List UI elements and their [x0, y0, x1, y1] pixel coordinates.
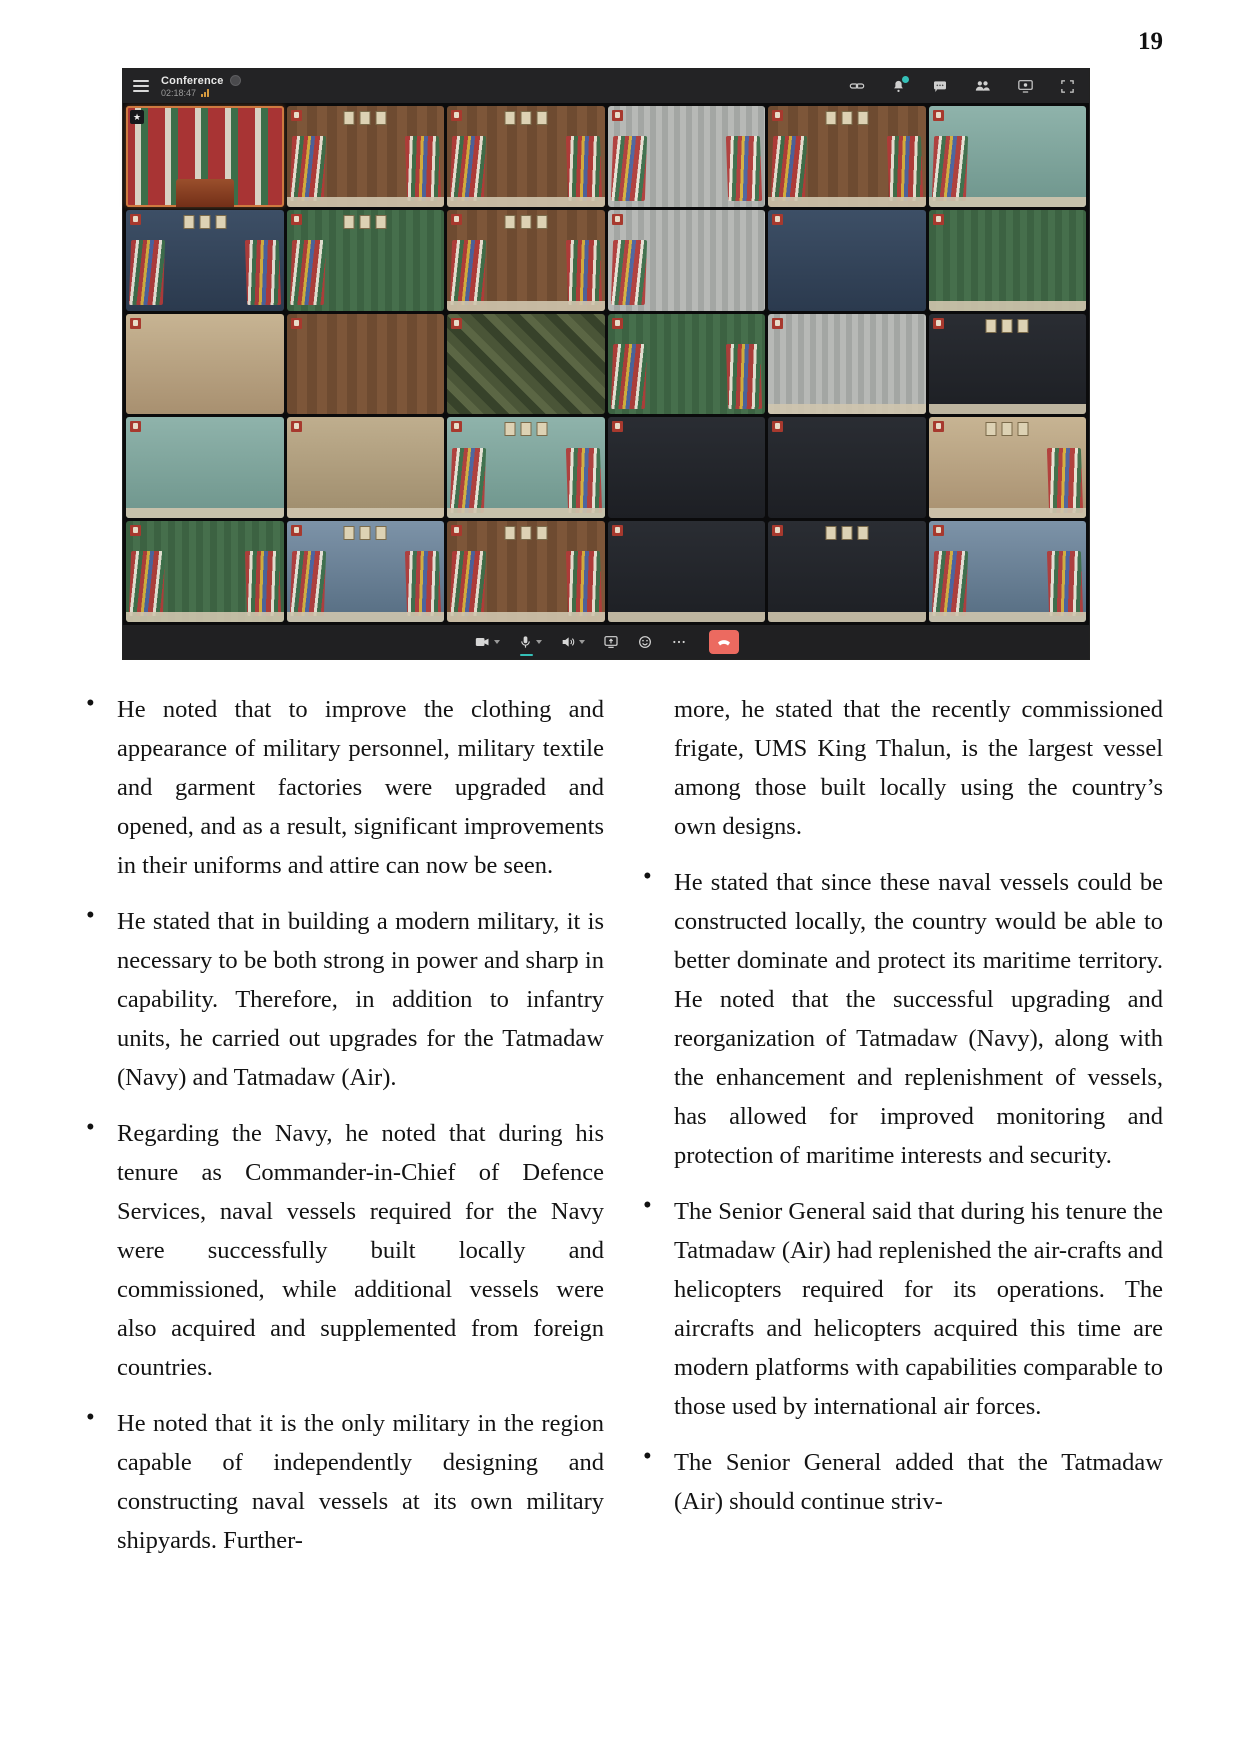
desk	[768, 404, 926, 414]
participant-badge-icon	[291, 110, 302, 121]
desk	[126, 508, 284, 518]
bullet-item	[80, 690, 604, 885]
participant-badge-icon	[612, 421, 623, 432]
portrait-frames	[825, 526, 868, 540]
flags-decoration	[129, 240, 165, 305]
caret-icon	[494, 640, 500, 644]
video-tile-1[interactable]	[126, 106, 284, 207]
video-tile-3[interactable]	[447, 106, 605, 207]
video-tile-25[interactable]	[126, 521, 284, 622]
flags-decoration	[289, 551, 325, 616]
left-text-column	[80, 690, 604, 1577]
flags-decoration	[565, 448, 601, 513]
notification-dot	[902, 76, 909, 83]
flags-decoration	[244, 551, 280, 616]
desk	[287, 508, 445, 518]
flags-decoration	[931, 551, 967, 616]
participant-badge-icon	[130, 318, 141, 329]
participant-badge-icon	[933, 525, 944, 536]
participant-badge-icon	[933, 110, 944, 121]
participant-badge-icon	[772, 110, 783, 121]
conference-timer: 02:18:47	[161, 87, 197, 98]
participant-badge-icon	[612, 318, 623, 329]
portrait-frames	[344, 215, 387, 229]
participant-badge-icon	[291, 421, 302, 432]
portrait-frames	[344, 526, 387, 540]
paragraph-text: more, he stated that the recently commissioned frigate, UMS King Thalun, is the largest vessel among those built locally using the country’s own designs.	[674, 696, 1163, 840]
flags-decoration	[450, 136, 486, 201]
desk	[768, 612, 926, 622]
hangup-button[interactable]	[709, 630, 739, 654]
participant-badge-icon	[612, 214, 623, 225]
flags-decoration	[450, 551, 486, 616]
video-tile-29[interactable]	[768, 521, 926, 622]
participants-icon[interactable]	[974, 78, 991, 94]
video-tile-24[interactable]	[929, 417, 1087, 518]
participant-badge-icon	[772, 318, 783, 329]
video-tile-23[interactable]	[768, 417, 926, 518]
bullet-text: • The Senior General added that the Tatmadaw (Air) should continue striv-	[674, 1449, 1163, 1515]
mic-active-indicator	[520, 654, 533, 656]
bullet-text: • He stated that in building a modern military, it is necessary to be both strong in power and sharp in capability. Therefore, in addition to infantry units, he carried out upgrades for the Tatmadaw (Navy) and Tatmadaw (Air).	[117, 908, 604, 1091]
bell-icon[interactable]	[891, 79, 906, 94]
podium	[176, 179, 234, 207]
video-tile-21[interactable]	[447, 417, 605, 518]
video-tile-2[interactable]	[287, 106, 445, 207]
portrait-frames	[825, 111, 868, 125]
participant-badge-icon	[451, 318, 462, 329]
desk	[447, 301, 605, 311]
flags-decoration	[289, 240, 325, 305]
bullet-item	[637, 863, 1163, 1175]
flags-decoration	[931, 136, 967, 201]
participant-badge-icon	[451, 525, 462, 536]
camera-icon[interactable]	[474, 634, 500, 650]
conference-toolbar	[123, 625, 1089, 659]
video-tile-6[interactable]	[929, 106, 1087, 207]
desk	[447, 508, 605, 518]
video-tile-20[interactable]	[287, 417, 445, 518]
desk	[608, 612, 766, 622]
video-tile-28[interactable]	[608, 521, 766, 622]
present-icon[interactable]	[603, 634, 619, 650]
flags-decoration	[1047, 551, 1083, 616]
flags-decoration	[771, 136, 807, 201]
video-tile-13[interactable]	[126, 314, 284, 415]
flags-decoration	[610, 240, 646, 305]
video-tile-15[interactable]	[447, 314, 605, 415]
desk	[929, 508, 1087, 518]
flags-decoration	[1047, 448, 1083, 513]
bullet-item	[80, 1114, 604, 1387]
conference-title: Conference	[161, 74, 224, 87]
video-grid	[123, 103, 1089, 625]
bullet-item	[637, 1192, 1163, 1426]
bullet-text: • Regarding the Navy, he noted that during his tenure as Commander-in-Chief of Defence Services, naval vessels required for the Navy were successfully built locally and commissioned, while additional vessels were also acquired and supplemented from foreign countries.	[117, 1120, 604, 1381]
portrait-frames	[183, 215, 226, 229]
participant-badge-icon	[451, 110, 462, 121]
reactions-icon[interactable]	[637, 634, 653, 650]
video-tile-16[interactable]	[608, 314, 766, 415]
participant-badge-icon	[612, 525, 623, 536]
participant-badge-icon	[291, 214, 302, 225]
flags-decoration	[886, 136, 922, 201]
page-number: 19	[1138, 28, 1163, 55]
video-tile-8[interactable]	[287, 210, 445, 311]
video-tile-5[interactable]	[768, 106, 926, 207]
participant-badge-icon	[130, 525, 141, 536]
video-tile-11[interactable]	[768, 210, 926, 311]
participant-badge-icon	[933, 214, 944, 225]
video-tile-9[interactable]	[447, 210, 605, 311]
video-tile-12[interactable]	[929, 210, 1087, 311]
fullscreen-icon[interactable]	[1060, 79, 1075, 94]
desk	[929, 404, 1087, 414]
flags-decoration	[450, 240, 486, 305]
desk	[768, 197, 926, 207]
video-tile-7[interactable]	[126, 210, 284, 311]
desk	[287, 612, 445, 622]
flags-decoration	[405, 136, 441, 201]
bullet-text: • The Senior General said that during his tenure the Tatmadaw (Air) had replenished the air-crafts and helicopters required for its operations. The aircrafts and helicopters acquired this time are modern platforms with capabilities comparable to those used by international air forces.	[674, 1198, 1163, 1420]
signal-bars-icon	[201, 89, 209, 97]
flags-decoration	[289, 136, 325, 201]
continuation-paragraph	[637, 690, 1163, 846]
chat-icon[interactable]	[932, 78, 948, 94]
video-tile-14[interactable]	[287, 314, 445, 415]
star-icon	[130, 110, 144, 124]
portrait-frames	[504, 111, 547, 125]
portrait-frames	[986, 319, 1029, 333]
desk	[287, 197, 445, 207]
portrait-frames	[504, 526, 547, 540]
participant-badge-icon	[933, 421, 944, 432]
flags-decoration	[405, 551, 441, 616]
flags-decoration	[565, 240, 601, 305]
video-tile-30[interactable]	[929, 521, 1087, 622]
info-badge	[230, 75, 241, 86]
desk	[126, 612, 284, 622]
desk	[447, 612, 605, 622]
participant-badge-icon	[772, 525, 783, 536]
video-tile-27[interactable]	[447, 521, 605, 622]
desk	[929, 301, 1087, 311]
participant-badge-icon	[612, 110, 623, 121]
bullet-text: • He noted that to improve the clothing and appearance of military personnel, military textile and garment factories were upgraded and opened, and as a result, significant improvements in their uniforms and attire can now be seen.	[117, 696, 604, 879]
flags-decoration	[610, 344, 646, 409]
screen-share-icon[interactable]	[1017, 78, 1034, 94]
flags-decoration	[726, 136, 762, 201]
participant-badge-icon	[451, 421, 462, 432]
caret-icon	[579, 640, 585, 644]
speaker-icon[interactable]	[560, 634, 585, 650]
bullet-text: • He stated that since these naval vessels could be constructed locally, the country would be able to better dominate and protect its maritime territory. He noted that the successful upgrading and reorganization of Tatmadaw (Navy), along with the enhancement and replenishment of vessels, has allowed for improved monitoring and protection of maritime interests and security.	[674, 869, 1163, 1169]
video-tile-26[interactable]	[287, 521, 445, 622]
participant-badge-icon	[772, 421, 783, 432]
link-icon[interactable]	[849, 78, 865, 94]
bullet-item	[80, 902, 604, 1097]
bullet-text: • He noted that it is the only military in the region capable of independently designing and constructing naval vessels at its own military shipyards. Further-	[117, 1410, 604, 1554]
video-tile-22[interactable]	[608, 417, 766, 518]
bullet-item	[637, 1443, 1163, 1521]
conference-screenshot	[122, 68, 1090, 660]
flags-decoration	[610, 136, 646, 201]
desk	[929, 612, 1087, 622]
desk	[447, 197, 605, 207]
participant-badge-icon	[772, 214, 783, 225]
portrait-frames	[504, 422, 547, 436]
flags-decoration	[565, 551, 601, 616]
participant-badge-icon	[933, 318, 944, 329]
video-tile-4[interactable]	[608, 106, 766, 207]
conference-header	[123, 69, 1089, 103]
participant-badge-icon	[451, 214, 462, 225]
participant-badge-icon	[130, 214, 141, 225]
video-tile-10[interactable]	[608, 210, 766, 311]
video-tile-17[interactable]	[768, 314, 926, 415]
portrait-frames	[344, 111, 387, 125]
flags-decoration	[450, 448, 486, 513]
bullet-item	[80, 1404, 604, 1560]
portrait-frames	[504, 215, 547, 229]
participant-badge-icon	[130, 421, 141, 432]
conference-title-block	[161, 75, 241, 98]
flags-decoration	[726, 344, 762, 409]
menu-icon[interactable]	[133, 77, 149, 95]
caret-icon	[536, 640, 542, 644]
participant-badge-icon	[291, 318, 302, 329]
desk	[929, 197, 1087, 207]
flags-decoration	[244, 240, 280, 305]
portrait-frames	[986, 422, 1029, 436]
video-tile-18[interactable]	[929, 314, 1087, 415]
video-tile-19[interactable]	[126, 417, 284, 518]
right-text-column	[637, 690, 1163, 1538]
more-icon[interactable]	[671, 634, 687, 650]
flags-decoration	[129, 551, 165, 616]
flags-decoration	[565, 136, 601, 201]
mic-icon[interactable]	[518, 634, 542, 650]
participant-badge-icon	[291, 525, 302, 536]
